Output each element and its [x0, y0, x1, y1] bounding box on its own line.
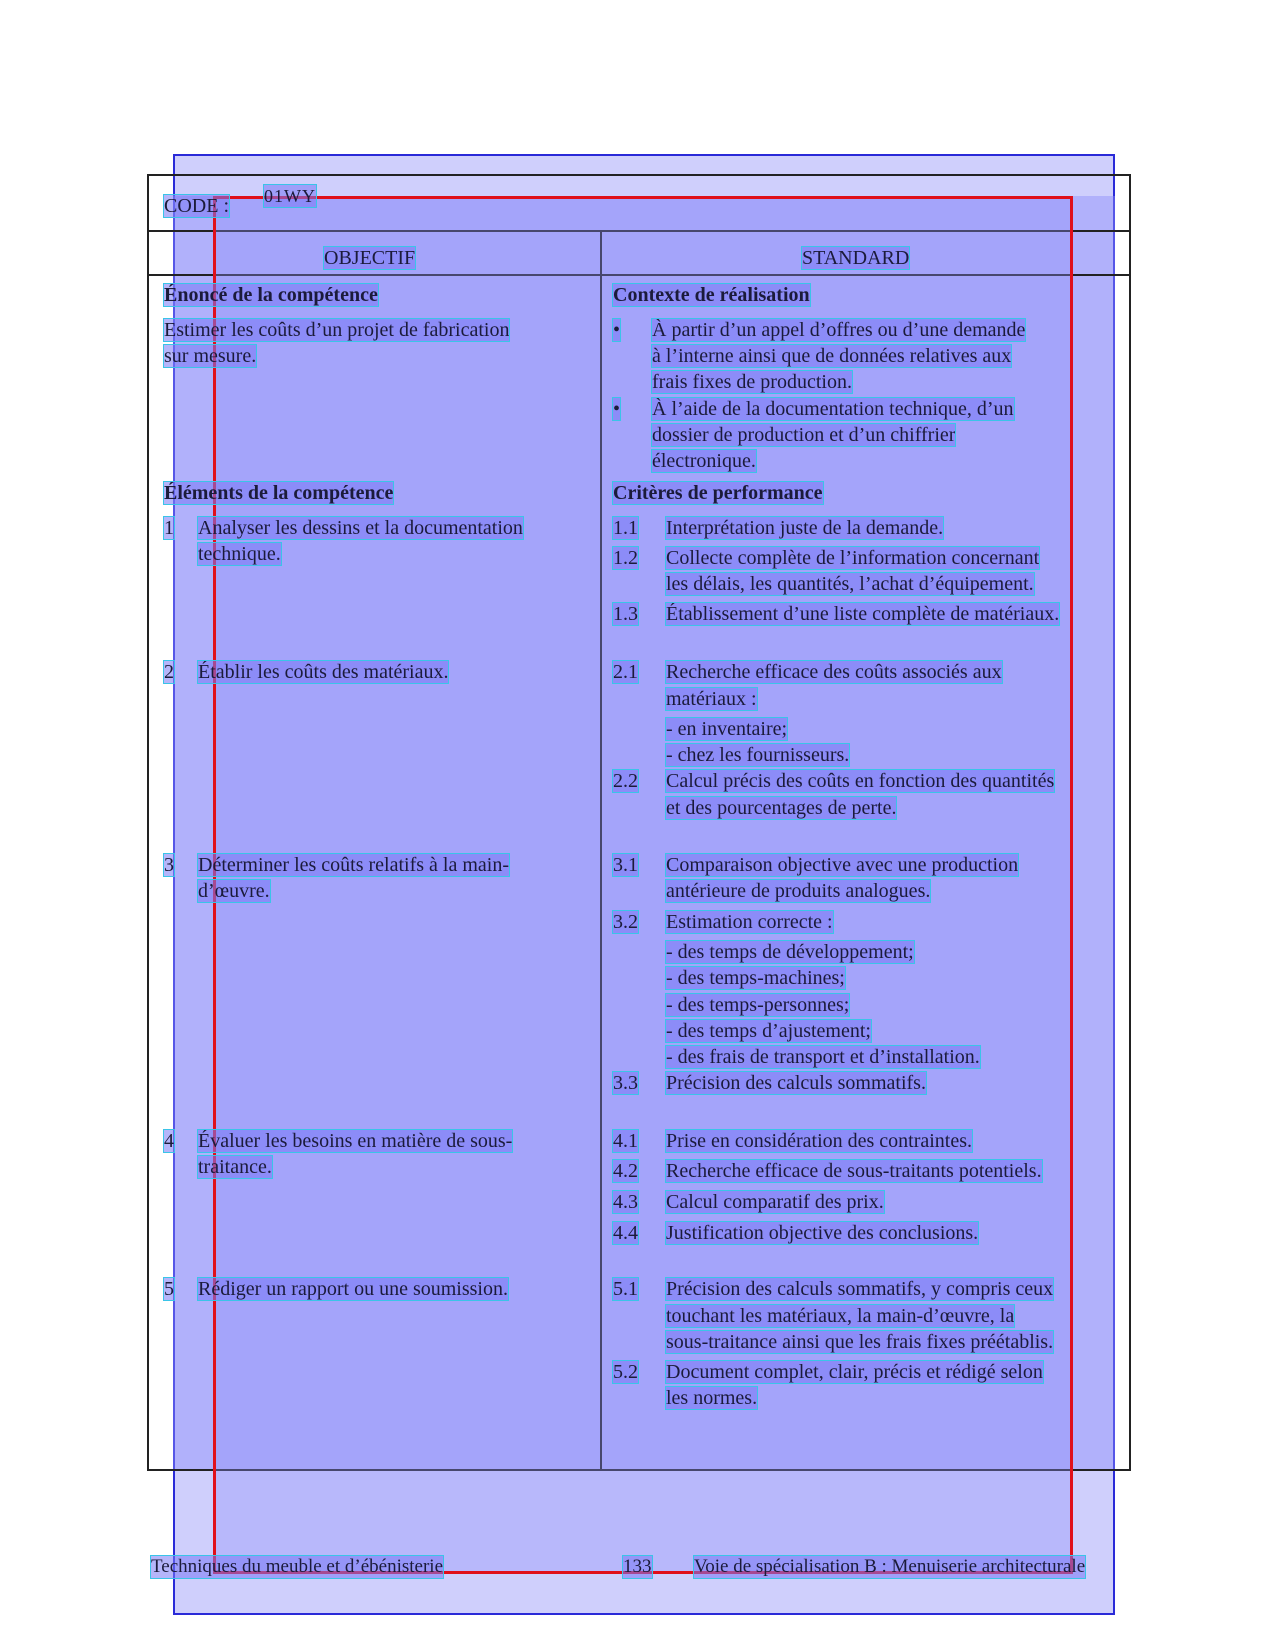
- criterion-number: 1.3: [613, 603, 638, 625]
- criterion-number: 4.3: [613, 1191, 638, 1213]
- criterion-text: sous-traitance ainsi que les frais fixes préétablis.: [666, 1331, 1054, 1353]
- criterion-number: 2.2: [613, 770, 638, 792]
- element-number: 3: [164, 854, 174, 876]
- criterion-text: Prise en considération des contraintes.: [666, 1130, 973, 1152]
- context-line: À partir d’un appel d’offres ou d’une demande: [652, 319, 1026, 341]
- criterion-text: Calcul comparatif des prix.: [666, 1191, 884, 1213]
- criterion-text: Recherche efficace de sous-traitants potentiels.: [666, 1160, 1042, 1182]
- criterion-number: 4.4: [613, 1222, 638, 1244]
- criterion-text: Justification objective des conclusions.: [666, 1222, 979, 1244]
- criterion-text: antérieure de produits analogues.: [666, 880, 931, 902]
- element-number: 5: [164, 1278, 174, 1300]
- criterion-text: Précision des calculs sommatifs.: [666, 1072, 926, 1094]
- criterion-text: Estimation correcte :: [666, 911, 833, 933]
- criterion-text: et des pourcentages de perte.: [666, 797, 897, 819]
- criterion-number: 5.1: [613, 1278, 638, 1300]
- column-heading-objectif: OBJECTIF: [324, 247, 416, 269]
- competence-text-2: sur mesure.: [164, 345, 257, 367]
- context-line: à l’interne ainsi que de données relatives aux: [652, 345, 1012, 367]
- criterion-number: 1.1: [613, 517, 638, 539]
- criterion-subitem: - des temps-personnes;: [666, 994, 850, 1016]
- criterion-number: 3.3: [613, 1072, 638, 1094]
- criterion-number: 2.1: [613, 661, 638, 683]
- criterion-text: Calcul précis des coûts en fonction des quantités: [666, 770, 1055, 792]
- criterion-subitem: - des temps de développement;: [666, 941, 914, 963]
- element-number: 1: [164, 517, 174, 539]
- context-line: frais fixes de production.: [652, 371, 852, 393]
- criterion-text: Précision des calculs sommatifs, y compris ceux: [666, 1278, 1054, 1300]
- criterion-number: 5.2: [613, 1361, 638, 1383]
- competence-text-1: Estimer les coûts d’un projet de fabrication: [164, 319, 510, 341]
- element-text: Rédiger un rapport ou une soumission.: [198, 1278, 508, 1300]
- criterion-subitem: - des frais de transport et d’installation.: [666, 1046, 980, 1068]
- element-text: Analyser les dessins et la documentation: [198, 517, 523, 539]
- criterion-subitem: - chez les fournisseurs.: [666, 744, 850, 766]
- element-number: 2: [164, 661, 174, 683]
- context-line: dossier de production et d’un chiffrier: [652, 424, 956, 446]
- criterion-number: 1.2: [613, 547, 638, 569]
- criterion-text: Document complet, clair, précis et rédigé selon: [666, 1361, 1043, 1383]
- criterion-subitem: - en inventaire;: [666, 718, 788, 740]
- element-text: Établir les coûts des matériaux.: [198, 661, 449, 683]
- criterion-text: Établissement d’une liste complète de matériaux.: [666, 603, 1060, 625]
- criterion-number: 3.1: [613, 854, 638, 876]
- element-text: traitance.: [198, 1156, 272, 1178]
- element-text: technique.: [198, 543, 281, 565]
- context-line: À l’aide de la documentation technique, d’un: [652, 398, 1014, 420]
- element-number: 4: [164, 1130, 174, 1152]
- criterion-text: matériaux :: [666, 688, 757, 710]
- criterion-text: les délais, les quantités, l’achat d’équipement.: [666, 573, 1034, 595]
- footer-page-number: 133: [623, 1556, 652, 1577]
- competence-heading: Énoncé de la compétence: [164, 284, 378, 306]
- footer-specialization: Voie de spécialisation B : Menuiserie architecturale: [694, 1556, 1086, 1577]
- criterion-number: 4.2: [613, 1160, 638, 1182]
- code-label: CODE :: [164, 195, 229, 217]
- column-heading-standard: STANDARD: [802, 247, 910, 269]
- elements-heading: Éléments de la compétence: [164, 482, 394, 504]
- element-text: Déterminer les coûts relatifs à la main-: [198, 854, 509, 876]
- code-value: 01WY: [264, 186, 316, 206]
- context-heading: Contexte de réalisation: [613, 284, 810, 306]
- criterion-text: touchant les matériaux, la main-d’œuvre, la: [666, 1305, 1015, 1327]
- element-text: d’œuvre.: [198, 880, 270, 902]
- context-line: électronique.: [652, 450, 756, 472]
- criterion-text: les normes.: [666, 1387, 758, 1409]
- criterion-number: 4.1: [613, 1130, 638, 1152]
- bullet: •: [613, 398, 621, 420]
- criteria-heading: Critères de performance: [613, 482, 823, 504]
- criterion-number: 3.2: [613, 911, 638, 933]
- criterion-subitem: - des temps d’ajustement;: [666, 1020, 871, 1042]
- bullet: •: [613, 319, 621, 341]
- criterion-text: Recherche efficace des coûts associés aux: [666, 661, 1002, 683]
- criterion-text: Collecte complète de l’information concernant: [666, 547, 1040, 569]
- criterion-text: Comparaison objective avec une production: [666, 854, 1019, 876]
- criterion-text: Interprétation juste de la demande.: [666, 517, 944, 539]
- element-text: Évaluer les besoins en matière de sous-: [198, 1130, 513, 1152]
- criterion-subitem: - des temps-machines;: [666, 967, 845, 989]
- footer-program: Techniques du meuble et d’ébénisterie: [151, 1556, 444, 1577]
